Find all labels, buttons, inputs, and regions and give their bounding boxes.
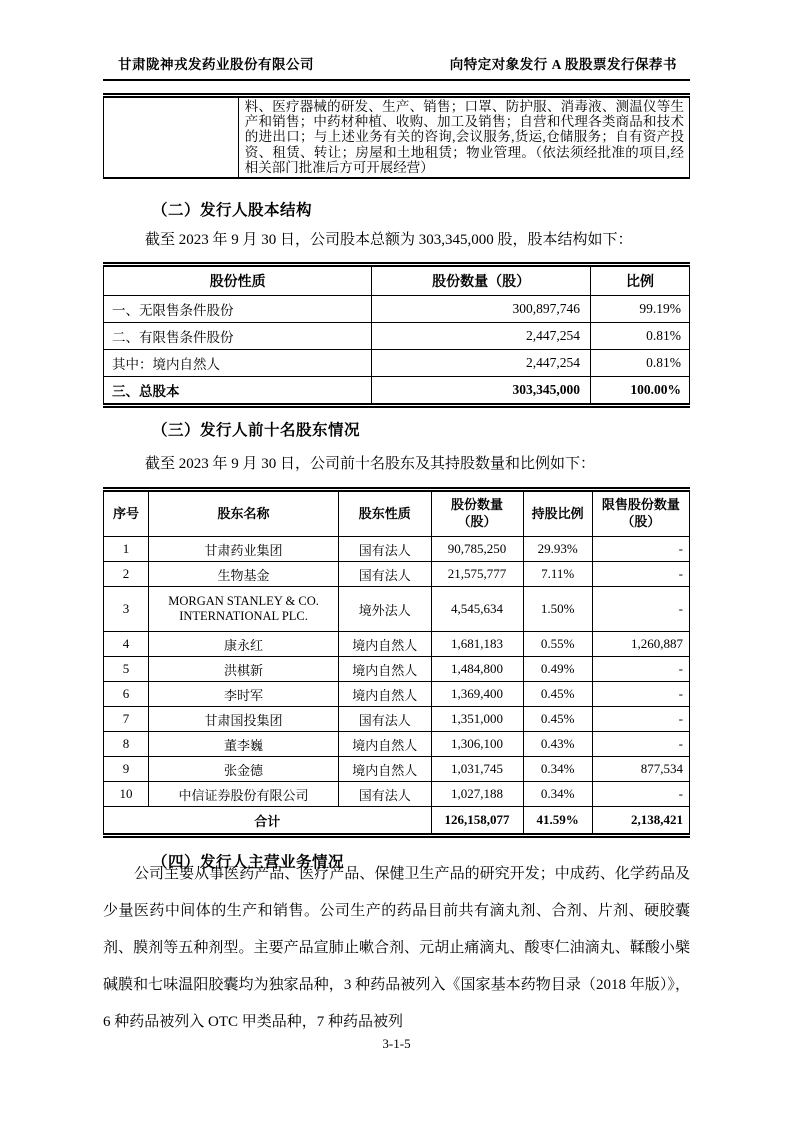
seq-cell: 4 — [104, 632, 149, 657]
section-heading-main-business: （四）发行人主营业务情况 — [152, 854, 345, 871]
locked-amount-cell: - — [592, 587, 689, 632]
share-ratio-cell: 99.19% — [590, 296, 689, 323]
seq-cell: 10 — [104, 782, 149, 807]
share-structure-intro: 截至 2023 年 9 月 30 日，公司股本总额为 303,345,000 股，股本结构如下： — [145, 232, 633, 248]
share-structure-table — [103, 262, 690, 408]
seq-cell: 7 — [104, 707, 149, 732]
shareholder-name-cell: 张金德 — [149, 757, 339, 782]
total-label-cell: 合计 — [104, 807, 432, 836]
seq-cell: 5 — [104, 657, 149, 682]
shareholder-name-cell: 康永红 — [149, 632, 339, 657]
ratio-cell: 0.34% — [523, 782, 592, 807]
locked-amount-cell: - — [592, 782, 689, 807]
table-row — [104, 296, 690, 323]
shareholder-nature-cell: 国有法人 — [338, 537, 431, 562]
shareholder-nature-cell: 国有法人 — [338, 707, 431, 732]
main-business-paragraph: 公司主要从事医药产品、医疗产品、保健卫生产品的研究开发；中成药、化学药品及少量医药中间体的生产和销售。公司生产的药品目前共有滴丸剂、合剂、片剂、硬胶囊剂、膜剂等五种剂型。主要产品宣肺止嗽合剂、元胡止痛滴丸、酸枣仁油滴丸、鞣酸小檗碱膜和七味温阳胶囊均为独家品种，3 种药品被列入《国家基本药物目录（2018 年版）》，6 种药品被列入 OTC 甲类品种，7 种药品被列 — [103, 866, 690, 1030]
share-amount-cell: 300,897,746 — [372, 296, 591, 323]
shareholder-row — [104, 562, 690, 587]
shareholder-nature-cell: 境内自然人 — [338, 657, 431, 682]
locked-amount-cell: - — [592, 657, 689, 682]
ratio-cell: 7.11% — [523, 562, 592, 587]
amount-cell: 90,785,250 — [431, 537, 523, 562]
seq-cell: 8 — [104, 732, 149, 757]
amount-cell: 4,545,634 — [431, 587, 523, 632]
share-structure-header-row — [104, 265, 690, 296]
shareholder-name-cell: 董李巍 — [149, 732, 339, 757]
page-number: 3-1-5 — [382, 1036, 411, 1051]
seq-cell: 6 — [104, 682, 149, 707]
shareholder-nature-cell: 境内自然人 — [338, 732, 431, 757]
shareholder-row — [104, 537, 690, 562]
shareholder-nature-cell: 国有法人 — [338, 782, 431, 807]
col-header-share-ratio: 比例 — [590, 265, 689, 296]
col-header-shareholder-name: 股东名称 — [149, 490, 339, 537]
section-heading-share-structure: （二）发行人股本结构 — [152, 202, 313, 219]
locked-amount-cell: - — [592, 682, 689, 707]
share-class-cell: 一、无限售条件股份 — [104, 296, 372, 323]
shareholder-row — [104, 682, 690, 707]
shareholder-name-cell: 中信证券股份有限公司 — [149, 782, 339, 807]
shareholder-name-cell: 甘肃国投集团 — [149, 707, 339, 732]
business-scope-label-cell-empty — [104, 96, 239, 179]
amount-cell: 21,575,777 — [431, 562, 523, 587]
locked-amount-cell: 877,534 — [592, 757, 689, 782]
shareholder-nature-cell: 境内自然人 — [338, 682, 431, 707]
share-amount-cell: 2,447,254 — [372, 350, 591, 377]
seq-cell: 3 — [104, 587, 149, 632]
ratio-cell: 0.43% — [523, 732, 592, 757]
share-amount-cell: 303,345,000 — [372, 377, 591, 406]
top-shareholders-intro: 截至 2023 年 9 月 30 日，公司前十名股东及其持股数量和比例如下： — [145, 456, 596, 472]
locked-amount-cell: 1,260,887 — [592, 632, 689, 657]
ratio-cell: 0.45% — [523, 682, 592, 707]
col-header-share-class: 股份性质 — [104, 265, 372, 296]
total-amount-cell: 126,158,077 — [431, 807, 523, 836]
table-row — [104, 323, 690, 350]
table-row — [104, 350, 690, 377]
shareholder-name-cell: MORGAN STANLEY & CO. INTERNATIONAL PLC. — [149, 587, 339, 632]
col-header-seq: 序号 — [104, 490, 149, 537]
shareholder-row — [104, 632, 690, 657]
ratio-cell: 29.93% — [523, 537, 592, 562]
amount-cell: 1,369,400 — [431, 682, 523, 707]
amount-cell: 1,306,100 — [431, 732, 523, 757]
ratio-cell: 0.45% — [523, 707, 592, 732]
shareholder-row — [104, 657, 690, 682]
shareholder-row — [104, 757, 690, 782]
amount-cell: 1,681,183 — [431, 632, 523, 657]
amount-cell: 1,484,800 — [431, 657, 523, 682]
shareholder-name-cell: 生物基金 — [149, 562, 339, 587]
shareholder-nature-cell: 境外法人 — [338, 587, 431, 632]
running-header — [103, 53, 690, 81]
header-company-name: 甘肃陇神戎发药业股份有限公司 — [118, 57, 314, 72]
business-scope-text-cell: 料、医疗器械的研发、生产、销售；口罩、防护服、消毒液、测温仪等生产和销售；中药材种植、收购、加工及销售；自营和代理各类商品和技术的进出口；与上述业务有关的咨询,会议服务,货运,仓储服务；自有资产投资、租赁、转让；房屋和土地租赁；物业管理。（依法须经批准的项目,经相关部门批准后方可开展经营） — [238, 96, 689, 179]
shareholder-name-cell: 洪棋新 — [149, 657, 339, 682]
shareholder-nature-cell: 境内自然人 — [338, 757, 431, 782]
ratio-cell: 0.49% — [523, 657, 592, 682]
col-header-share-amount: 股份数量 （股） — [431, 490, 523, 537]
shareholder-name-cell: 李时军 — [149, 682, 339, 707]
amount-cell: 1,351,000 — [431, 707, 523, 732]
shareholder-nature-cell: 国有法人 — [338, 562, 431, 587]
shareholder-row — [104, 587, 690, 632]
ratio-cell: 1.50% — [523, 587, 592, 632]
share-amount-cell: 2,447,254 — [372, 323, 591, 350]
share-class-cell: 其中：境内自然人 — [104, 350, 372, 377]
col-header-holding-ratio: 持股比例 — [523, 490, 592, 537]
total-locked-cell: 2,138,421 — [592, 807, 689, 836]
locked-amount-cell: - — [592, 732, 689, 757]
seq-cell: 2 — [104, 562, 149, 587]
top-shareholders-table — [103, 487, 690, 838]
shareholder-row — [104, 707, 690, 732]
shareholder-row — [104, 732, 690, 757]
share-ratio-cell: 100.00% — [590, 377, 689, 406]
ratio-cell: 0.34% — [523, 757, 592, 782]
amount-cell: 1,031,745 — [431, 757, 523, 782]
shareholders-header-row — [104, 490, 690, 537]
share-class-cell: 二、有限售条件股份 — [104, 323, 372, 350]
share-ratio-cell: 0.81% — [590, 350, 689, 377]
total-ratio-cell: 41.59% — [523, 807, 592, 836]
table-row-total-share-capital — [104, 377, 690, 406]
business-scope-table — [103, 93, 690, 179]
shareholders-total-row — [104, 807, 690, 836]
seq-cell: 9 — [104, 757, 149, 782]
shareholder-row — [104, 782, 690, 807]
shareholder-nature-cell: 境内自然人 — [338, 632, 431, 657]
seq-cell: 1 — [104, 537, 149, 562]
col-header-share-amount: 股份数量（股） — [372, 265, 591, 296]
locked-amount-cell: - — [592, 537, 689, 562]
shareholder-name-cell: 甘肃药业集团 — [149, 537, 339, 562]
amount-cell: 1,027,188 — [431, 782, 523, 807]
locked-amount-cell: - — [592, 562, 689, 587]
business-scope-row — [104, 96, 690, 179]
share-class-cell: 三、总股本 — [104, 377, 372, 406]
ratio-cell: 0.55% — [523, 632, 592, 657]
share-ratio-cell: 0.81% — [590, 323, 689, 350]
col-header-shareholder-nature: 股东性质 — [338, 490, 431, 537]
col-header-locked-shares: 限售股份数量 （股） — [592, 490, 689, 537]
locked-amount-cell: - — [592, 707, 689, 732]
header-document-title: 向特定对象发行 A 股股票发行保荐书 — [449, 57, 677, 72]
section-heading-top-shareholders: （三）发行人前十名股东情况 — [152, 422, 361, 439]
